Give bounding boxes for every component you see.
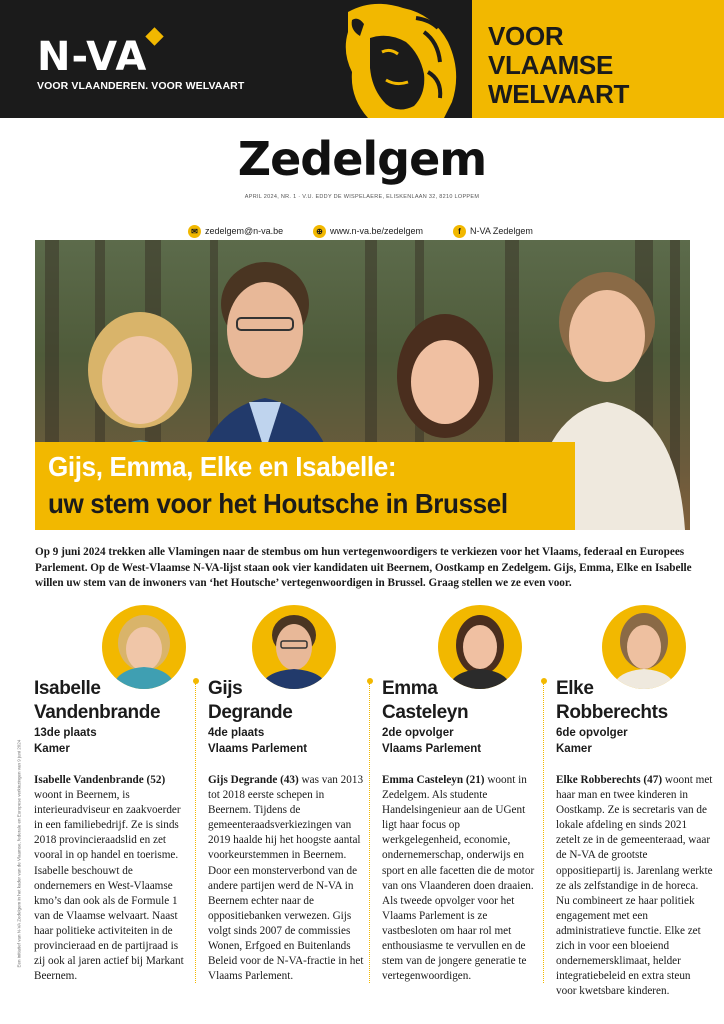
- bio-text: was van 2013 tot 2018 eerste schepen in Beernem. Tijdens de gemeenteraadsverkiezingen van 2019 haalde hij het hoogste aantal voorkeurstemmen in Beernem. Door een monsterverbond van de andere partijen werd de N-VA in Beernem echter naar de oppositiebanken verwezen. Gijs volgt sinds 2007 de commissies Wonen, Erfgoed en Buitenlands Beleid voor de N-VA-fractie in het Vlaams Parlement.: [208, 774, 364, 983]
- list-place: 2de opvolger: [382, 727, 454, 739]
- mail-icon: ✉: [188, 225, 201, 238]
- page-title: Zedelgem: [237, 132, 487, 186]
- slogan: [488, 22, 718, 109]
- candidate-bio: [34, 773, 191, 984]
- side-print: [14, 640, 22, 970]
- chamber: Kamer: [556, 742, 592, 755]
- website-link[interactable]: www.n-va.be/zedelgem: [330, 226, 424, 236]
- lion-icon: [328, 2, 468, 118]
- chamber: Kamer: [34, 742, 70, 755]
- candidate-name: [34, 677, 194, 725]
- header-dark-panel: [0, 0, 472, 118]
- first-name: Emma: [382, 678, 438, 699]
- contact-website[interactable]: [313, 222, 423, 240]
- party-tagline: VOOR VLAANDEREN. VOOR WELVAART: [37, 80, 245, 92]
- first-name: Gijs: [208, 678, 243, 699]
- email-link[interactable]: zedelgem@n-va.be: [205, 226, 284, 236]
- headline: [48, 448, 541, 522]
- side-print-text: Een initiatief van N-VA Zedelgem in het kader van de Vlaamse, federale en Europese verkiezingen van 9 juni 2024: [16, 739, 22, 968]
- bio-lead: Isabelle Vandenbrande (52): [34, 774, 166, 786]
- column-divider: [195, 683, 196, 983]
- bio-lead: Gijs Degrande (43): [208, 774, 299, 786]
- slogan-line: WELVAART: [488, 79, 630, 109]
- bio-lead: Elke Robberechts (47): [556, 774, 663, 786]
- contact-bar: [0, 222, 724, 240]
- chamber: Vlaams Parlement: [208, 742, 308, 755]
- last-name: Vandenbrande: [34, 702, 161, 723]
- slogan-line: VLAAMSE: [488, 50, 614, 80]
- headline-line: uw stem voor het Houtsche in Brussel: [48, 488, 508, 519]
- bio-lead: Emma Casteleyn (21): [382, 774, 485, 786]
- page-header: [0, 0, 724, 118]
- candidate-bio: [556, 773, 713, 999]
- slogan-line: VOOR: [488, 21, 564, 51]
- party-logo[interactable]: N-VA: [37, 34, 148, 80]
- globe-icon: ⊕: [313, 225, 326, 238]
- facebook-icon: f: [453, 225, 466, 238]
- intro-paragraph: Op 9 juni 2024 trekken alle Vlamingen naar de stembus om hun vertegenwoordigers te verkiezen voor het Vlaams, federaal en Europees Parlement. Op de West-Vlaamse N-VA-lijst staan ook vier kandidaten uit Beernem, Oostkamp en Zedelgem. Gijs, Emma, Elke en Isabelle willen uw stem van de inwoners van ‘het Houtsche’ vertegenwoordigen in Brussel. Graag stellen we ze even voor.: [35, 546, 692, 589]
- edition-info: APRIL 2024, NR. 1 · V.U. EDDY DE WISPELAERE, ELISKENLAAN 32, 8210 LOPPEM: [244, 194, 480, 200]
- candidate-name: [382, 677, 542, 725]
- first-name: Elke: [556, 678, 594, 699]
- last-name: Degrande: [208, 702, 293, 723]
- candidate-position: [556, 726, 716, 757]
- candidate-position: [34, 726, 194, 757]
- contact-email[interactable]: [188, 222, 283, 240]
- candidate-position: [208, 726, 368, 757]
- bio-text: woont in Zedelgem. Als studente Handelsingenieur aan de UGent ligt haar focus op werkgelegenheid, economie, ondernemerschap, onderwijs en sport en alle facetten die de motor van ons Vlaanderen doen draaien. Als tweede opvolger voor het Vlaams Parlement is ze vastbesloten om haar rol met enthousiasme te vervullen en de stem van de jongere generatie te vertegenwoordigen.: [382, 774, 535, 983]
- chamber: Vlaams Parlement: [382, 742, 482, 755]
- first-name: Isabelle: [34, 678, 101, 699]
- list-place: 13de plaats: [34, 727, 97, 739]
- last-name: Casteleyn: [382, 702, 469, 723]
- column-divider: [369, 683, 370, 983]
- list-place: 4de plaats: [208, 727, 265, 739]
- candidate-name: [556, 677, 716, 725]
- bio-text: woont in Beernem, is interieuradviseur en zaakvoerder in een familiebedrijf. Ze is sinds 2018 provincieraadslid en zet vooral in op handel en toerisme. Isabelle beschouwt de ondernemers en West-Vlaamse kmo’s dan ook als de Formule 1 van de Vlaamse welvaart. Naast haar politieke activiteiten in de provincieraad en de partijraad is zij ook al jaren actief bij Markant Beernem.: [34, 789, 184, 983]
- candidate-bio: [208, 773, 365, 984]
- candidate-name: [208, 677, 368, 725]
- last-name: Robberechts: [556, 702, 668, 723]
- candidate-bio: [382, 773, 539, 984]
- list-place: 6de opvolger: [556, 727, 628, 739]
- headline-line: Gijs, Emma, Elke en Isabelle:: [48, 451, 397, 482]
- contact-facebook[interactable]: [453, 222, 533, 240]
- bio-text: woont met haar man en twee kinderen in Oostkamp. Ze is secretaris van de lokale afdeling en sinds 2021 zetelt ze in de gemeenteraad, waar de N-VA de grootste oppositiepartij is. Jarenlang werkte ze als zelfstandige in de horeca. Nu combineert ze haar politiek engagement met een administratieve functie. Elke zet zich in voor een bloeiend ondernemersklimaat, helder integratiebeleid en extra steun voor kwetsbare kinderen.: [556, 774, 713, 998]
- column-divider: [543, 683, 544, 983]
- logo-diamond-icon: [145, 27, 163, 45]
- facebook-link[interactable]: N-VA Zedelgem: [470, 226, 533, 236]
- candidate-position: [382, 726, 542, 757]
